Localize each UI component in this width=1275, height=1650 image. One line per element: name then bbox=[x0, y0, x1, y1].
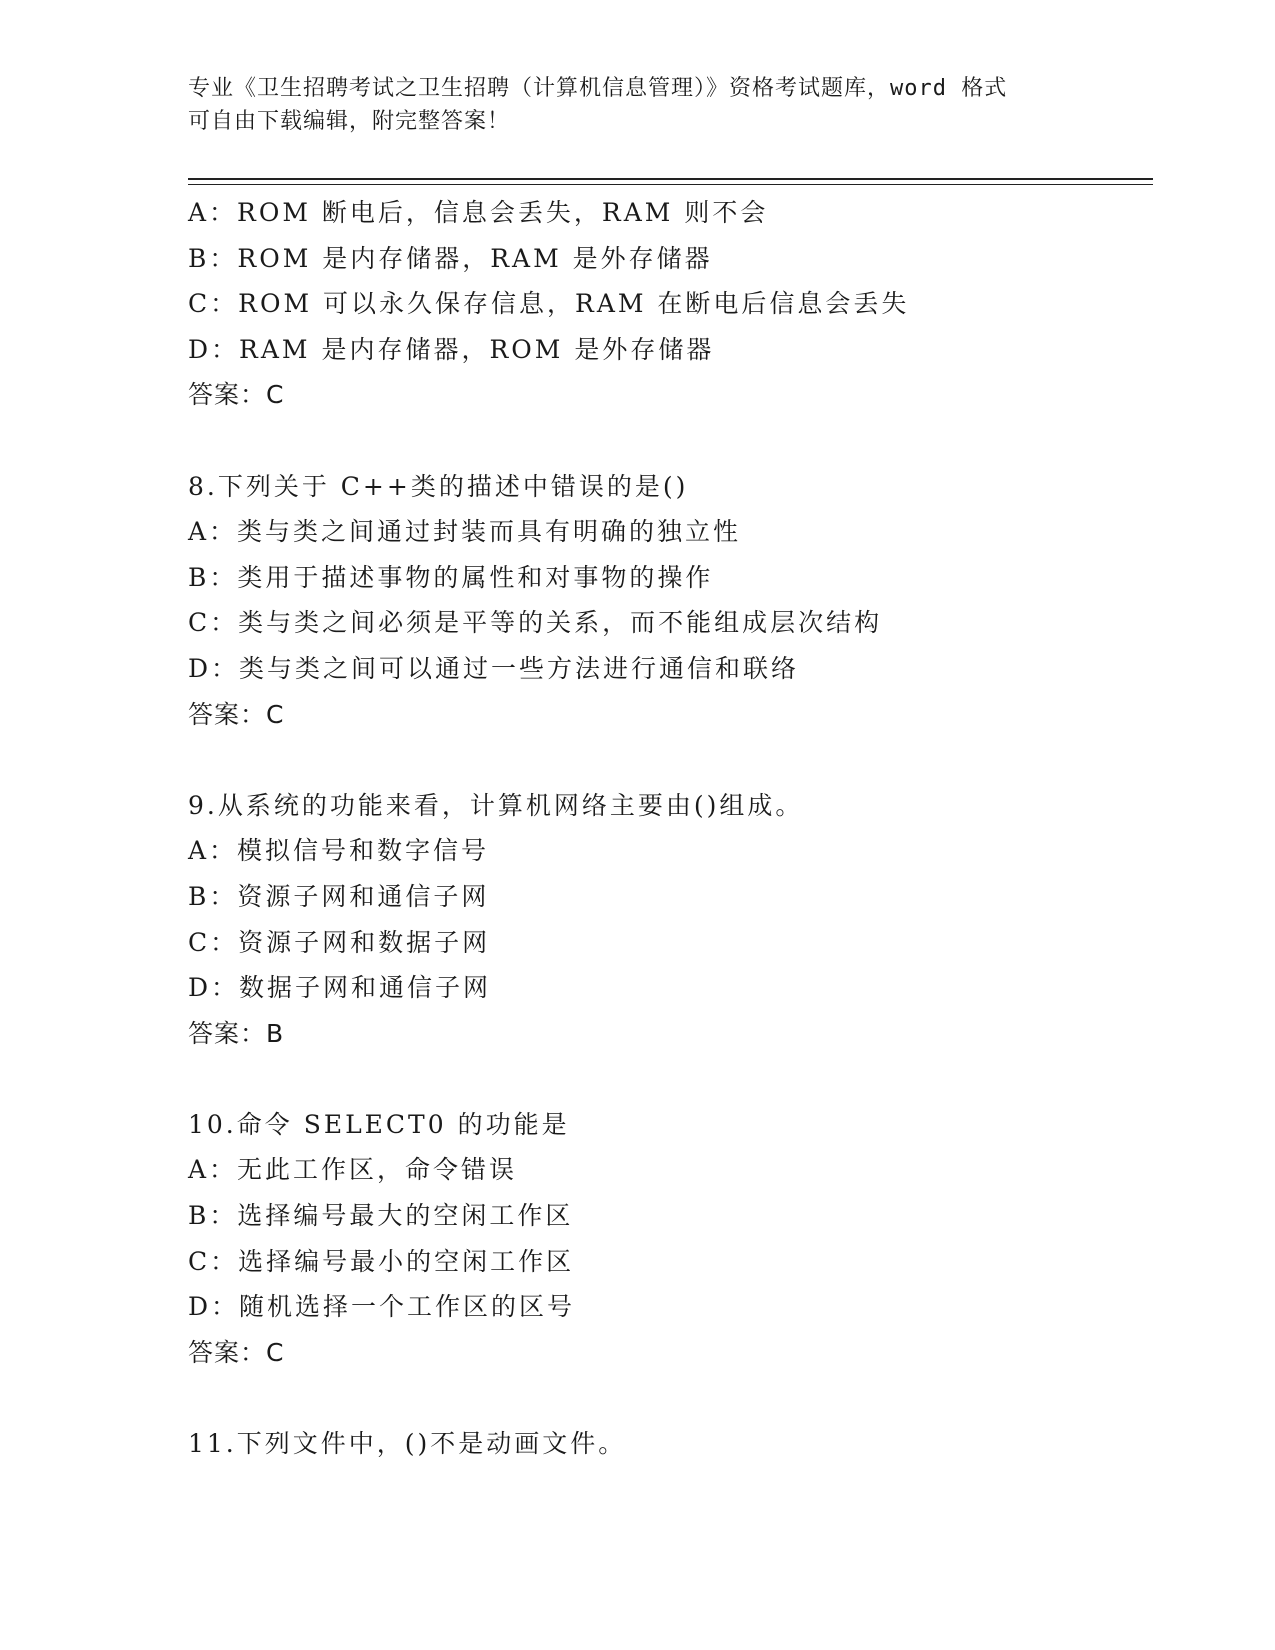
option-a: A：无此工作区，命令错误 bbox=[188, 1155, 518, 1185]
option-c: C：资源子网和数据子网 bbox=[188, 927, 491, 957]
question-text: 8.下列关于 C++类的描述中错误的是() bbox=[188, 471, 689, 501]
document-header bbox=[188, 72, 1088, 138]
question-8 bbox=[188, 464, 1153, 738]
option-b: B：类用于描述事物的属性和对事物的操作 bbox=[188, 562, 714, 592]
question-text: 11.下列文件中，()不是动画文件。 bbox=[188, 1429, 627, 1459]
option-b: B：ROM 是内存储器，RAM 是外存储器 bbox=[188, 243, 713, 273]
option-c: C：ROM 可以永久保存信息，RAM 在断电后信息会丢失 bbox=[188, 289, 910, 319]
question-10 bbox=[188, 1102, 1153, 1376]
option-d: D：RAM 是内存储器，ROM 是外存储器 bbox=[188, 334, 715, 364]
option-d: D：数据子网和通信子网 bbox=[188, 973, 492, 1003]
option-a: A：ROM 断电后，信息会丢失，RAM 则不会 bbox=[188, 198, 769, 227]
option-a: A：类与类之间通过封装而具有明确的独立性 bbox=[188, 517, 742, 547]
header-rule-thick bbox=[188, 178, 1153, 180]
option-b: B：选择编号最大的空闲工作区 bbox=[188, 1201, 574, 1231]
question-list bbox=[188, 190, 1153, 1512]
option-d: D：类与类之间可以通过一些方法进行通信和联络 bbox=[188, 653, 800, 683]
answer: 答案：C bbox=[188, 380, 285, 410]
question-text: 9.从系统的功能来看，计算机网络主要由()组成。 bbox=[188, 790, 804, 820]
header-rule-thin bbox=[188, 184, 1153, 185]
option-b: B：资源子网和通信子网 bbox=[188, 881, 490, 911]
question-7 bbox=[188, 190, 1153, 418]
header-line-2: 可自由下载编辑，附完整答案！ bbox=[188, 109, 511, 134]
option-c: C：类与类之间必须是平等的关系，而不能组成层次结构 bbox=[188, 608, 883, 638]
question-9 bbox=[188, 783, 1153, 1057]
answer: 答案：C bbox=[188, 699, 285, 729]
answer: 答案：B bbox=[188, 1018, 285, 1048]
option-c: C：选择编号最小的空闲工作区 bbox=[188, 1246, 575, 1276]
header-line-1: 专业《卫生招聘考试之卫生招聘（计算机信息管理）》资格考试题库，word 格式 bbox=[188, 76, 1008, 101]
question-11 bbox=[188, 1421, 1153, 1467]
answer: 答案：C bbox=[188, 1337, 285, 1367]
question-text: 10.命令 SELECT0 的功能是 bbox=[188, 1109, 570, 1139]
option-a: A：模拟信号和数字信号 bbox=[188, 836, 490, 866]
option-d: D：随机选择一个工作区的区号 bbox=[188, 1292, 576, 1322]
